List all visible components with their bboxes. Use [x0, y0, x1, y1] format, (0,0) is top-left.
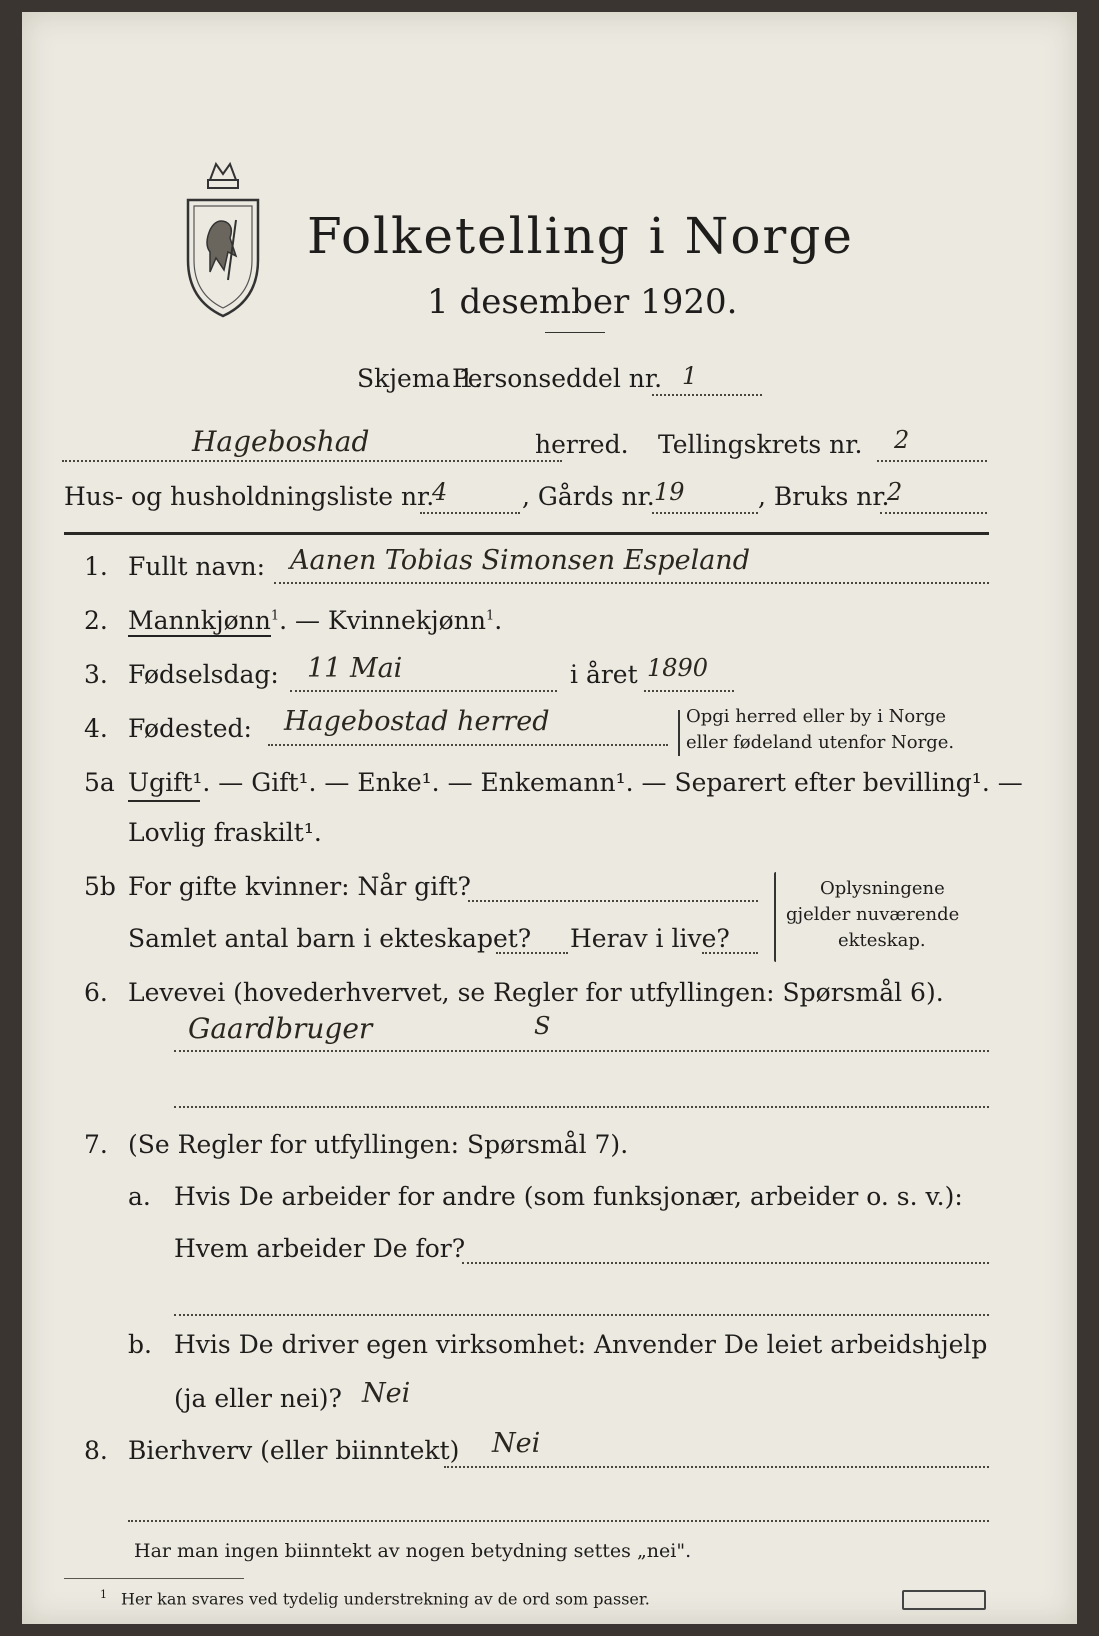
birthday-value: 11 Mai	[307, 653, 403, 684]
personseddel-value: 1	[682, 362, 698, 390]
q4-line	[268, 744, 668, 746]
year-line	[644, 690, 734, 692]
q7b-number: b.	[128, 1330, 152, 1359]
footer-note: Har man ingen biinntekt av nogen betydning settes „nei".	[134, 1540, 692, 1562]
q4-label: Fødested:	[128, 714, 252, 743]
tellingskrets-line	[877, 460, 987, 462]
q5b-line3	[702, 952, 758, 954]
marital-status-options-2: Lovlig fraskilt¹.	[128, 818, 322, 847]
gards-label: , Gårds nr.	[522, 482, 655, 511]
footnote	[100, 1588, 650, 1608]
q8-line2	[128, 1520, 989, 1522]
q2-number: 2.	[84, 606, 108, 635]
form-title: Folketelling i Norge	[307, 207, 854, 265]
tellingskrets-label: Tellingskrets nr.	[658, 430, 863, 459]
footer-rule	[64, 1578, 244, 1579]
bruks-line	[880, 512, 987, 514]
herred-label: herred.	[535, 430, 629, 459]
skjema-label: Skjema 1.	[357, 364, 483, 393]
sex-separator: . —	[279, 606, 328, 635]
sex-end: .	[494, 606, 503, 635]
hus-value: 4	[432, 478, 448, 506]
q1-label: Fullt navn:	[128, 552, 266, 581]
q6-number: 6.	[84, 978, 108, 1007]
birth-year-value: 1890	[647, 654, 709, 682]
herred-line	[62, 460, 562, 462]
occupation-value: Gaardbruger	[188, 1012, 373, 1045]
tellingskrets-value: 2	[894, 426, 910, 454]
q5b-label1: For gifte kvinner: Når gift?	[128, 872, 471, 901]
q8-line	[444, 1466, 989, 1468]
q4-number: 4.	[84, 714, 108, 743]
q4-note-brace	[678, 710, 680, 756]
male-footnote-mark: 1	[270, 608, 280, 624]
title-divider	[545, 332, 605, 333]
q7a-label: Hvis De arbeider for andre (som funksjonær, arbeider o. s. v.):	[174, 1182, 963, 1211]
q7b-label: Hvis De driver egen virksomhet: Anvender De leiet arbeidshjelp	[174, 1330, 988, 1359]
q2-options	[128, 606, 502, 635]
footnote-number: 1	[100, 1588, 107, 1601]
side-income-value: Nei	[492, 1428, 541, 1459]
year-label: i året	[570, 660, 638, 689]
q7a-line	[462, 1262, 989, 1264]
female-footnote-mark: 1	[485, 608, 495, 624]
q3-number: 3.	[84, 660, 108, 689]
herred-value: Hageboshad	[192, 425, 370, 458]
q4-note-line2: eller fødeland utenfor Norge.	[686, 732, 955, 753]
q4-note-line1: Opgi herred eller by i Norge	[686, 706, 947, 727]
q7-label: (Se Regler for utfyllingen: Spørsmål 7).	[128, 1130, 629, 1159]
gards-line	[652, 512, 758, 514]
q6-line	[174, 1050, 989, 1052]
q5b-line1	[468, 900, 758, 902]
q3-label: Fødselsdag:	[128, 660, 279, 689]
coat-of-arms-icon	[180, 160, 266, 320]
bruks-value: 2	[887, 478, 903, 506]
occupation-code: S	[534, 1012, 551, 1040]
form-date: 1 desember 1920.	[427, 282, 738, 322]
q5b-label2: Samlet antal barn i ekteskapet?	[128, 924, 532, 953]
hus-label: Hus- og husholdningsliste nr.	[64, 482, 435, 511]
census-form	[22, 12, 1077, 1624]
hired-help-value: Nei	[362, 1378, 411, 1409]
q3-line	[290, 690, 557, 692]
q7a-number: a.	[128, 1182, 151, 1211]
ugift-underline	[128, 800, 200, 802]
q5b-label3: Herav i live?	[570, 924, 730, 953]
footnote-text: Her kan svares ved tydelig understrekning av de ord som passer.	[121, 1589, 650, 1609]
header-rule	[64, 532, 989, 535]
q7a-label2: Hvem arbeider De for?	[174, 1234, 466, 1263]
female-option: Kvinnekjønn	[327, 606, 486, 635]
male-option: Mannkjønn	[128, 606, 271, 635]
personseddel-line	[652, 394, 762, 396]
full-name-value: Aanen Tobias Simonsen Espeland	[290, 545, 750, 576]
q1-number: 1.	[84, 552, 108, 581]
q1-line	[274, 582, 989, 584]
q8-number: 8.	[84, 1436, 108, 1465]
q7-number: 7.	[84, 1130, 108, 1159]
printer-mark-icon	[902, 1590, 986, 1610]
q5a-number: 5a	[84, 768, 115, 797]
hus-line	[420, 512, 520, 514]
q5b-number: 5b	[84, 872, 116, 901]
personseddel-label: Personseddel nr.	[452, 364, 663, 393]
q6-line2	[174, 1106, 989, 1108]
birthplace-value: Hagebostad herred	[284, 706, 550, 737]
q5b-note3: ekteskap.	[838, 930, 926, 951]
q5b-note1: Oplysningene	[820, 878, 945, 899]
q6-label: Levevei (hovederhvervet, se Regler for utfyllingen: Spørsmål 6).	[128, 978, 944, 1007]
bruks-label: , Bruks nr.	[758, 482, 890, 511]
q5b-note2: gjelder nuværende	[786, 904, 960, 925]
q8-label: Bierhverv (eller biinntekt)	[128, 1436, 460, 1465]
q5b-line2	[496, 952, 568, 954]
q7a-line2	[174, 1314, 989, 1316]
q5b-note-brace	[774, 872, 776, 962]
q7b-label2: (ja eller nei)?	[174, 1384, 342, 1413]
gards-value: 19	[654, 478, 685, 506]
marital-status-options: Ugift¹. — Gift¹. — Enke¹. — Enkemann¹. — Separert efter bevilling¹. —	[128, 768, 1023, 797]
